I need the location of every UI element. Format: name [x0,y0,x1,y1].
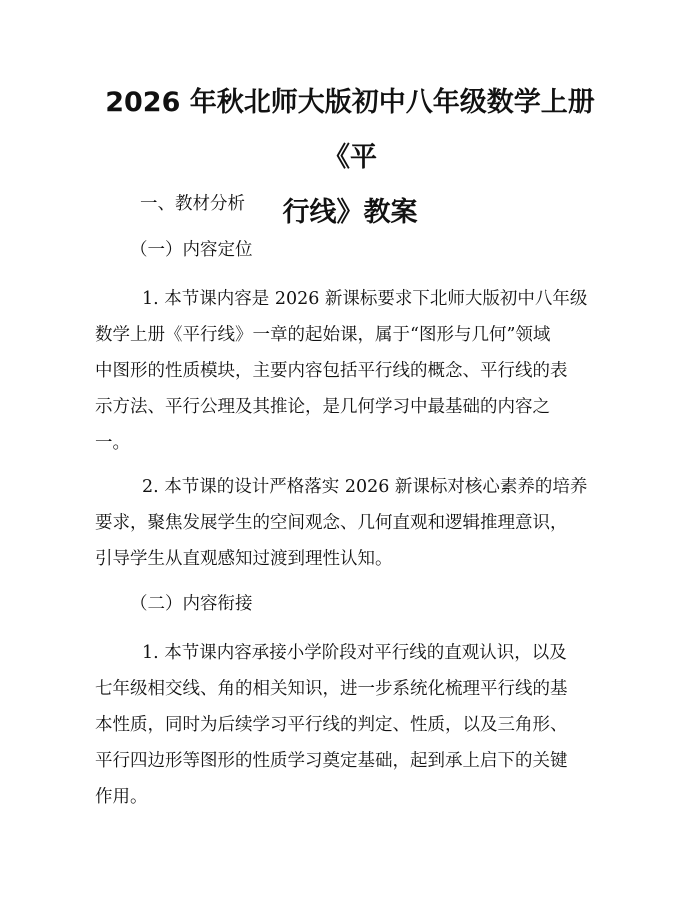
subsection-heading-content-positioning: （一）内容定位 [130,240,253,260]
paragraph-line: 示方法、平行公理及其推论，是几何学习中最基础的内容之 [95,397,550,417]
paragraph-line: 作用。 [95,787,148,807]
paragraph-line: 2. 本节课的设计严格落实 2026 新课标对核心素养的培养 [142,477,588,497]
paragraph-content-connection-1 [95,635,605,815]
paragraph-line: 要求，聚焦发展学生的空间观念、几何直观和逻辑推理意识， [95,513,568,533]
paragraph-line: 一。 [95,433,130,453]
title-line: 2026 年秋北师大版初中八年级数学上册《平 [105,87,595,173]
section-heading-teaching-material-analysis: 一、教材分析 [140,194,245,214]
paragraph-line: 本性质，同时为后续学习平行线的判定、性质，以及三角形、 [95,715,568,735]
paragraph-content-positioning-2 [95,469,605,577]
paragraph-content-positioning-1 [95,281,605,461]
paragraph-line: 平行四边形等图形的性质学习奠定基础，起到承上启下的关键 [95,751,568,771]
title-line: 行线》教案 [282,197,418,228]
paragraph-line: 数学上册《平行线》一章的起始课，属于“图形与几何”领域 [95,325,551,345]
paragraph-line: 七年级相交线、角的相关知识，进一步系统化梳理平行线的基 [95,679,568,699]
paragraph-line: 1. 本节课内容是 2026 新课标要求下北师大版初中八年级 [142,289,588,309]
subsection-heading-content-connection: （二）内容衔接 [130,594,253,614]
paragraph-line: 引导学生从直观感知过渡到理性认知。 [95,549,393,569]
paragraph-line: 1. 本节课内容承接小学阶段对平行线的直观认识，以及 [142,643,567,663]
paragraph-line: 中图形的性质模块，主要内容包括平行线的概念、平行线的表 [95,361,568,381]
